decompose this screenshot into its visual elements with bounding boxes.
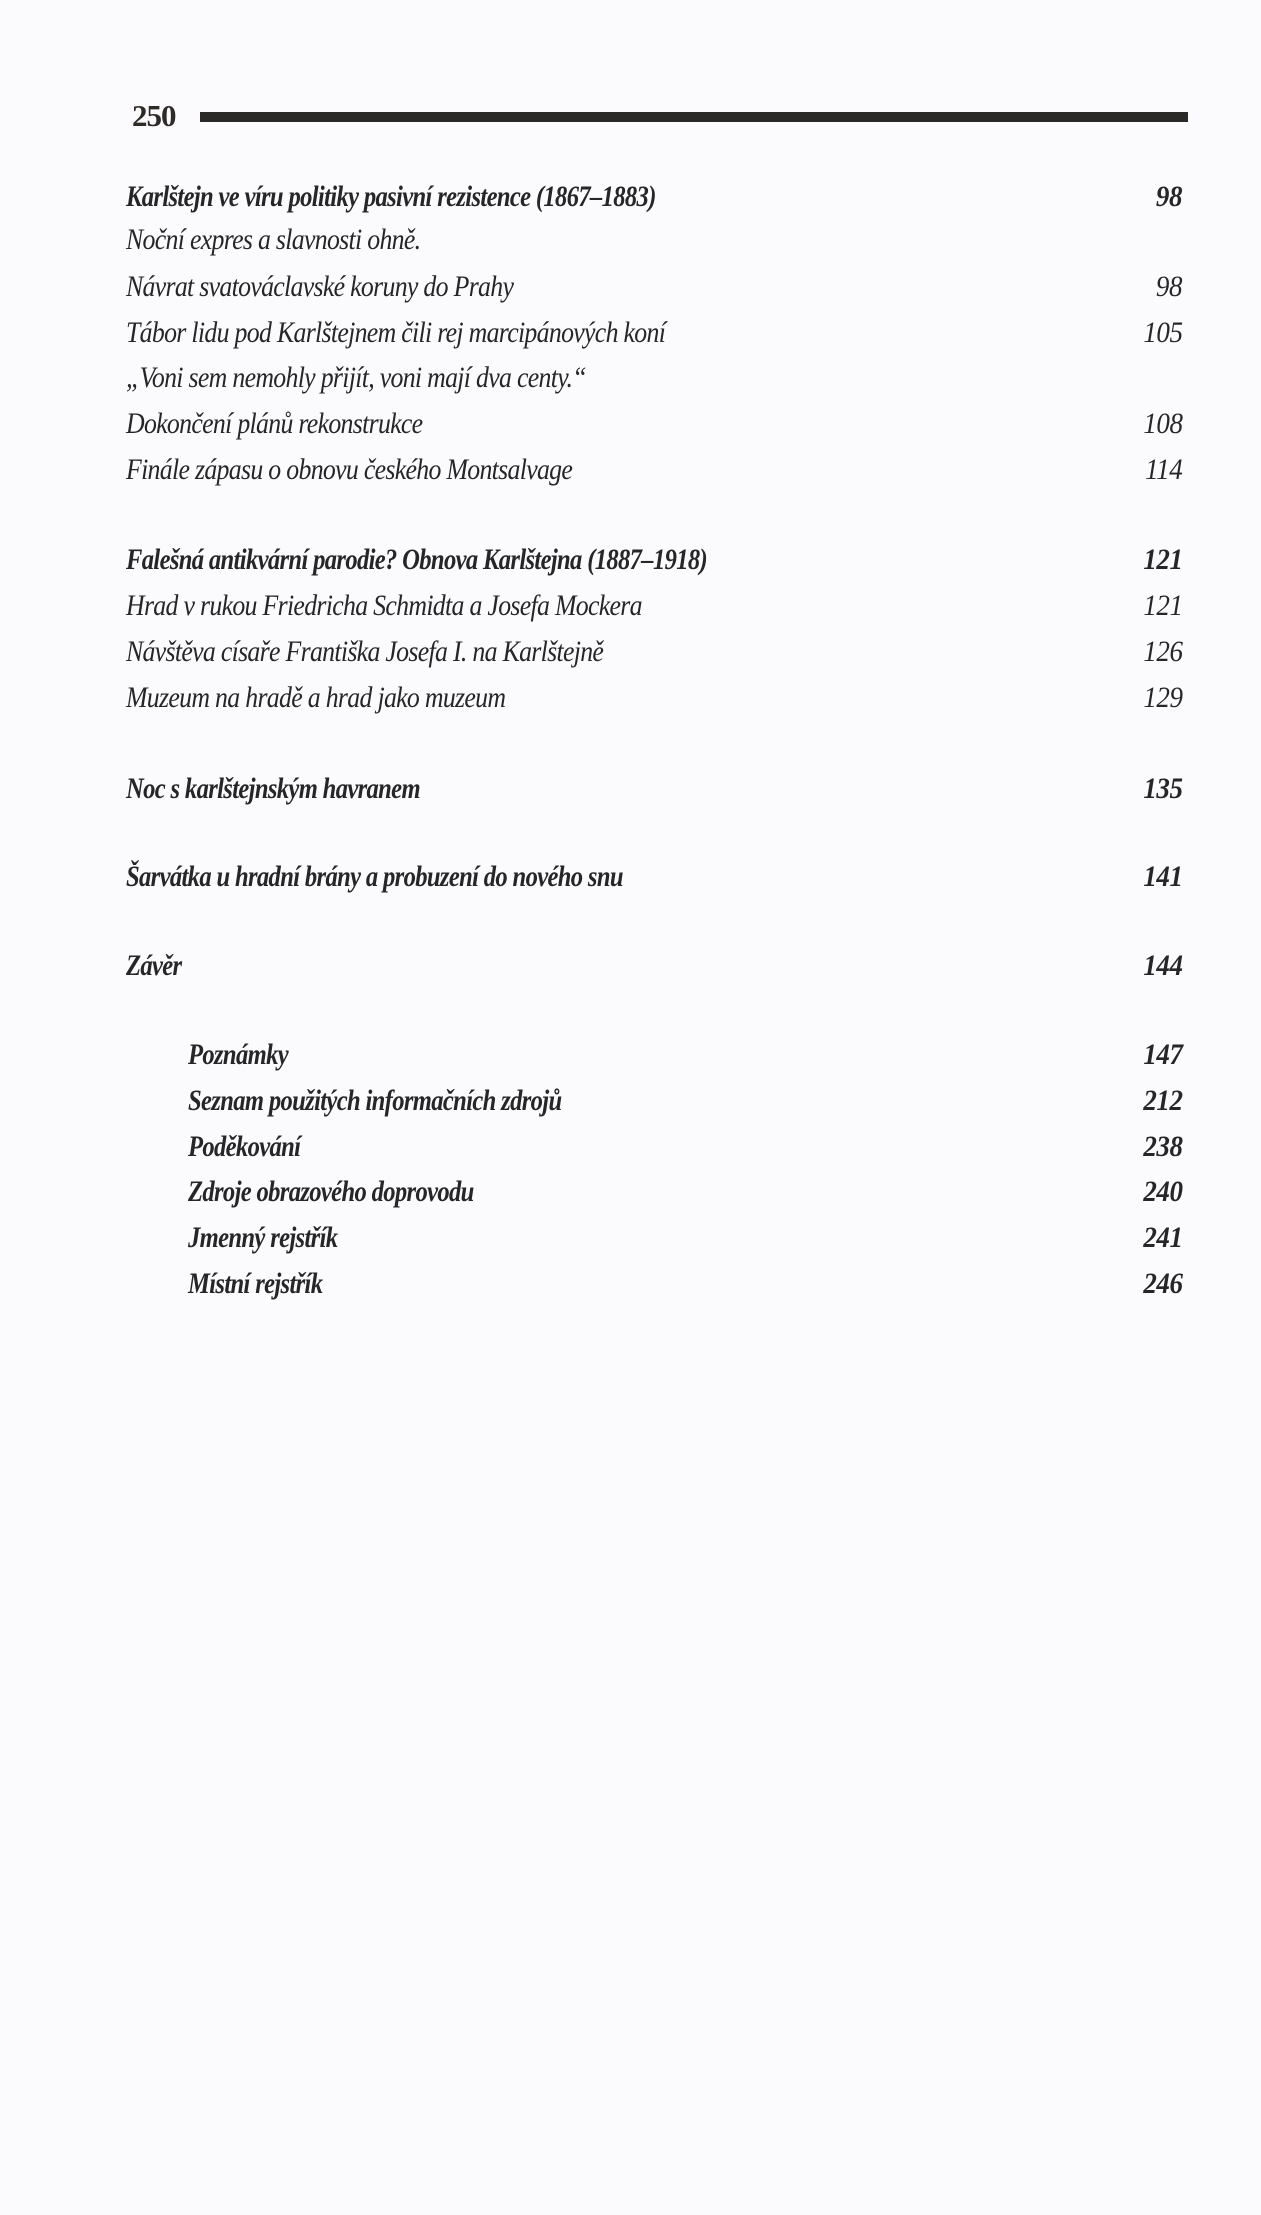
toc-entry <box>126 265 1182 309</box>
toc-entry <box>188 1216 1182 1260</box>
toc-entry <box>188 1170 1182 1214</box>
toc-entry <box>126 175 1182 219</box>
toc-entry <box>126 402 1182 446</box>
toc-entry-page: 114 <box>1144 453 1182 486</box>
toc-entry <box>126 676 1182 720</box>
toc-entry-title: Poděkování <box>188 1130 301 1163</box>
toc-entry-title: Noční expres a slavnosti ohně. <box>126 223 421 256</box>
toc-entry-title: „Voni sem nemohly přijít, voni mají dva centy.“ <box>126 361 586 394</box>
toc-entry <box>126 538 1182 582</box>
toc-entry-title: Dokončení plánů rekonstrukce <box>126 407 423 440</box>
toc-entry-title: Karlštejn ve víru politiky pasivní rezistence (1867–1883) <box>126 180 656 213</box>
toc-entry-page: 144 <box>1142 949 1182 982</box>
toc-entry <box>188 1033 1182 1077</box>
toc-entry-page: 246 <box>1142 1267 1182 1300</box>
toc-entry-title: Jmenný rejstřík <box>188 1221 338 1254</box>
toc-entry-title: Hrad v rukou Friedricha Schmidta a Josefa Mockera <box>126 589 642 622</box>
toc-entry <box>126 767 1182 811</box>
header-rule <box>200 112 1188 122</box>
toc-entry-page: 105 <box>1142 316 1182 349</box>
toc-entry <box>126 855 1182 899</box>
toc-entry-title: Falešná antikvární parodie? Obnova Karlštejna (1887–1918) <box>126 543 708 576</box>
toc-entry-page: 121 <box>1142 589 1182 622</box>
toc-entry-page: 121 <box>1142 543 1182 576</box>
toc-entry <box>126 944 1182 988</box>
toc-entry <box>126 311 1182 355</box>
toc-entry-page: 135 <box>1142 772 1182 805</box>
toc-entry <box>126 356 1182 400</box>
toc-entry-page: 98 <box>1155 180 1182 213</box>
page-number: 250 <box>132 98 176 133</box>
toc-entry-page: 238 <box>1142 1130 1182 1163</box>
toc-entry-title: Finále zápasu o obnovu českého Montsalvage <box>126 453 573 486</box>
toc-entry-title: Místní rejstřík <box>188 1267 323 1300</box>
toc-entry <box>126 448 1182 492</box>
toc-entry-page: 147 <box>1142 1038 1182 1071</box>
toc-entry <box>188 1262 1182 1306</box>
toc-entry-page: 141 <box>1142 860 1182 893</box>
toc-entry-page: 108 <box>1142 407 1182 440</box>
toc-entry-page: 98 <box>1155 270 1182 303</box>
toc-entry <box>126 630 1182 674</box>
toc-entry-title: Tábor lidu pod Karlštejnem čili rej marcipánových koní <box>126 316 666 349</box>
toc-entry-page: 241 <box>1142 1221 1182 1254</box>
toc-entry-title: Závěr <box>126 949 182 982</box>
toc-entry-title: Šarvátka u hradní brány a probuzení do nového snu <box>126 860 623 893</box>
toc-entry-title: Návrat svatováclavské koruny do Prahy <box>126 270 514 303</box>
toc-entry <box>188 1125 1182 1169</box>
toc-entry-title: Seznam použitých informačních zdrojů <box>188 1084 562 1117</box>
toc-entry <box>188 1079 1182 1123</box>
toc-entry <box>126 218 1182 262</box>
toc-entry-title: Návštěva císaře Františka Josefa I. na Karlštejně <box>126 635 604 668</box>
toc-entry <box>126 584 1182 628</box>
page-header <box>132 96 1188 136</box>
toc-entry-title: Muzeum na hradě a hrad jako muzeum <box>126 681 506 714</box>
toc-entry-title: Noc s karlštejnským havranem <box>126 772 420 805</box>
toc-entry-page: 126 <box>1142 635 1182 668</box>
toc-entry-page: 212 <box>1142 1084 1182 1117</box>
toc-entry-page: 240 <box>1142 1175 1182 1208</box>
toc-entry-title: Poznámky <box>188 1038 288 1071</box>
toc-entry-title: Zdroje obrazového doprovodu <box>188 1175 474 1208</box>
toc-entry-page: 129 <box>1142 681 1182 714</box>
